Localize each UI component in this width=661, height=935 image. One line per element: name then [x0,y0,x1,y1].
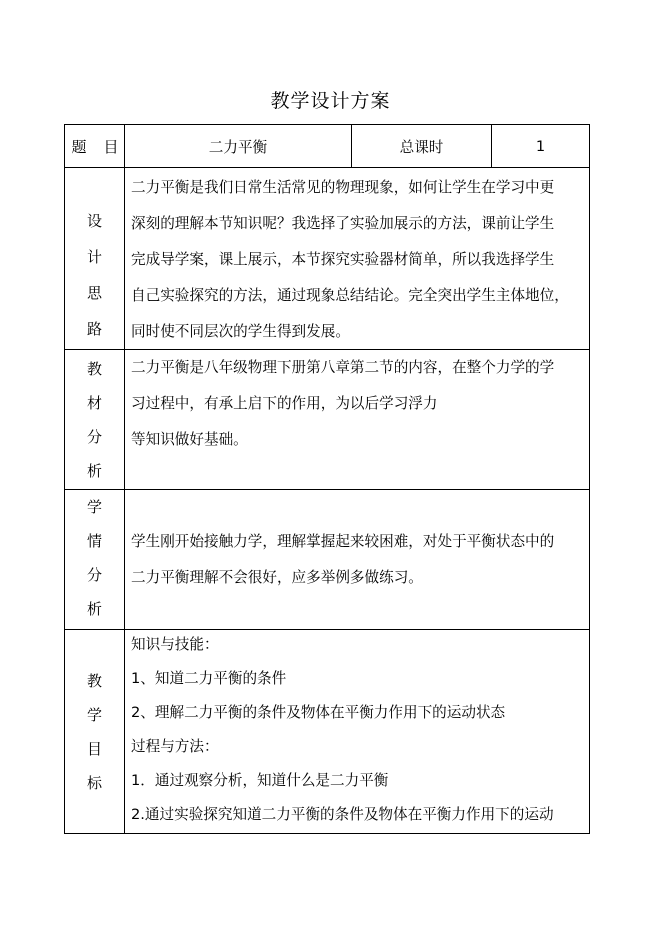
label-char: 设 [86,212,102,230]
text-line: 2.通过实验探究知道二力平衡的条件及物体在平衡力作用下的运动 [131,806,554,823]
section-body [131,628,585,832]
section-students [65,489,589,629]
text-line: 1．通过观察分析，知道什么是二力平衡 [131,772,389,789]
hours-label: 总课时 [399,138,444,156]
text-line: 学生刚开始接触力学，理解掌握起来较困难，对处于平衡状态中的 [131,533,555,550]
label-cell-textbook [65,350,125,489]
document-title: 教学设计方案 [270,90,391,112]
label-char: 析 [86,462,102,480]
label-char: 题 [71,138,87,156]
lesson-plan-table [64,124,590,834]
label-char: 思 [86,284,102,302]
label-char: 学 [86,498,102,516]
section-design [65,167,589,349]
text-line: 同时使不同层次的学生得到发展。 [131,323,350,340]
text-line: 二力平衡是八年级物理下册第八章第二节的内容，在整个力学的学 [131,359,555,376]
text-line: 深刻的理解本节知识呢？我选择了实验加展示的方法，课前让学生 [131,215,555,232]
label-char: 材 [86,394,102,412]
topic-cell [125,125,352,167]
hours-value-cell [492,125,589,167]
text-line: 2、理解二力平衡的条件及物体在平衡力作用下的运动状态 [131,704,506,721]
text-line: 二力平衡理解不会很好，应多举例多做练习。 [131,569,423,586]
text-line: 二力平衡是我们日常生活常见的物理现象，如何让学生在学习中更 [131,179,555,196]
text-line: 1、知道二力平衡的条件 [131,670,287,687]
section-body [131,350,585,458]
text-line: 等知识做好基础。 [131,431,248,448]
section-textbook [65,349,589,489]
label-char: 学 [86,706,102,724]
label-char: 分 [86,566,102,584]
text-line: 习过程中，有承上启下的作用，为以后学习浮力 [131,395,438,412]
label-char: 教 [86,672,102,690]
hours-label-cell [352,125,492,167]
text-line: 自己实验探究的方法，通过现象总结结论。完全突出学生主体地位， [131,287,569,304]
label-cell-title [65,125,125,167]
text-line: 完成导学案，课上展示，本节探究实验器材简单，所以我选择学生 [131,251,555,268]
hours-value: 1 [535,137,546,155]
section-goals [65,629,589,833]
section-body [131,170,585,350]
label-char: 标 [86,774,102,792]
label-cell-students [65,490,125,629]
label-cell-design [65,168,125,349]
label-char: 教 [86,360,102,378]
topic-value: 二力平衡 [208,138,268,156]
label-char: 目 [86,740,102,758]
text-line: 知识与技能： [131,636,219,653]
label-cell-goals [65,630,125,833]
label-char: 析 [86,600,102,618]
label-char: 情 [86,532,102,550]
label-char: 路 [86,320,102,338]
text-line: 过程与方法： [131,738,219,755]
label-char: 目 [103,138,119,156]
section-body [131,524,585,596]
label-char: 分 [86,428,102,446]
header-row [65,125,589,167]
label-char: 计 [86,248,102,266]
